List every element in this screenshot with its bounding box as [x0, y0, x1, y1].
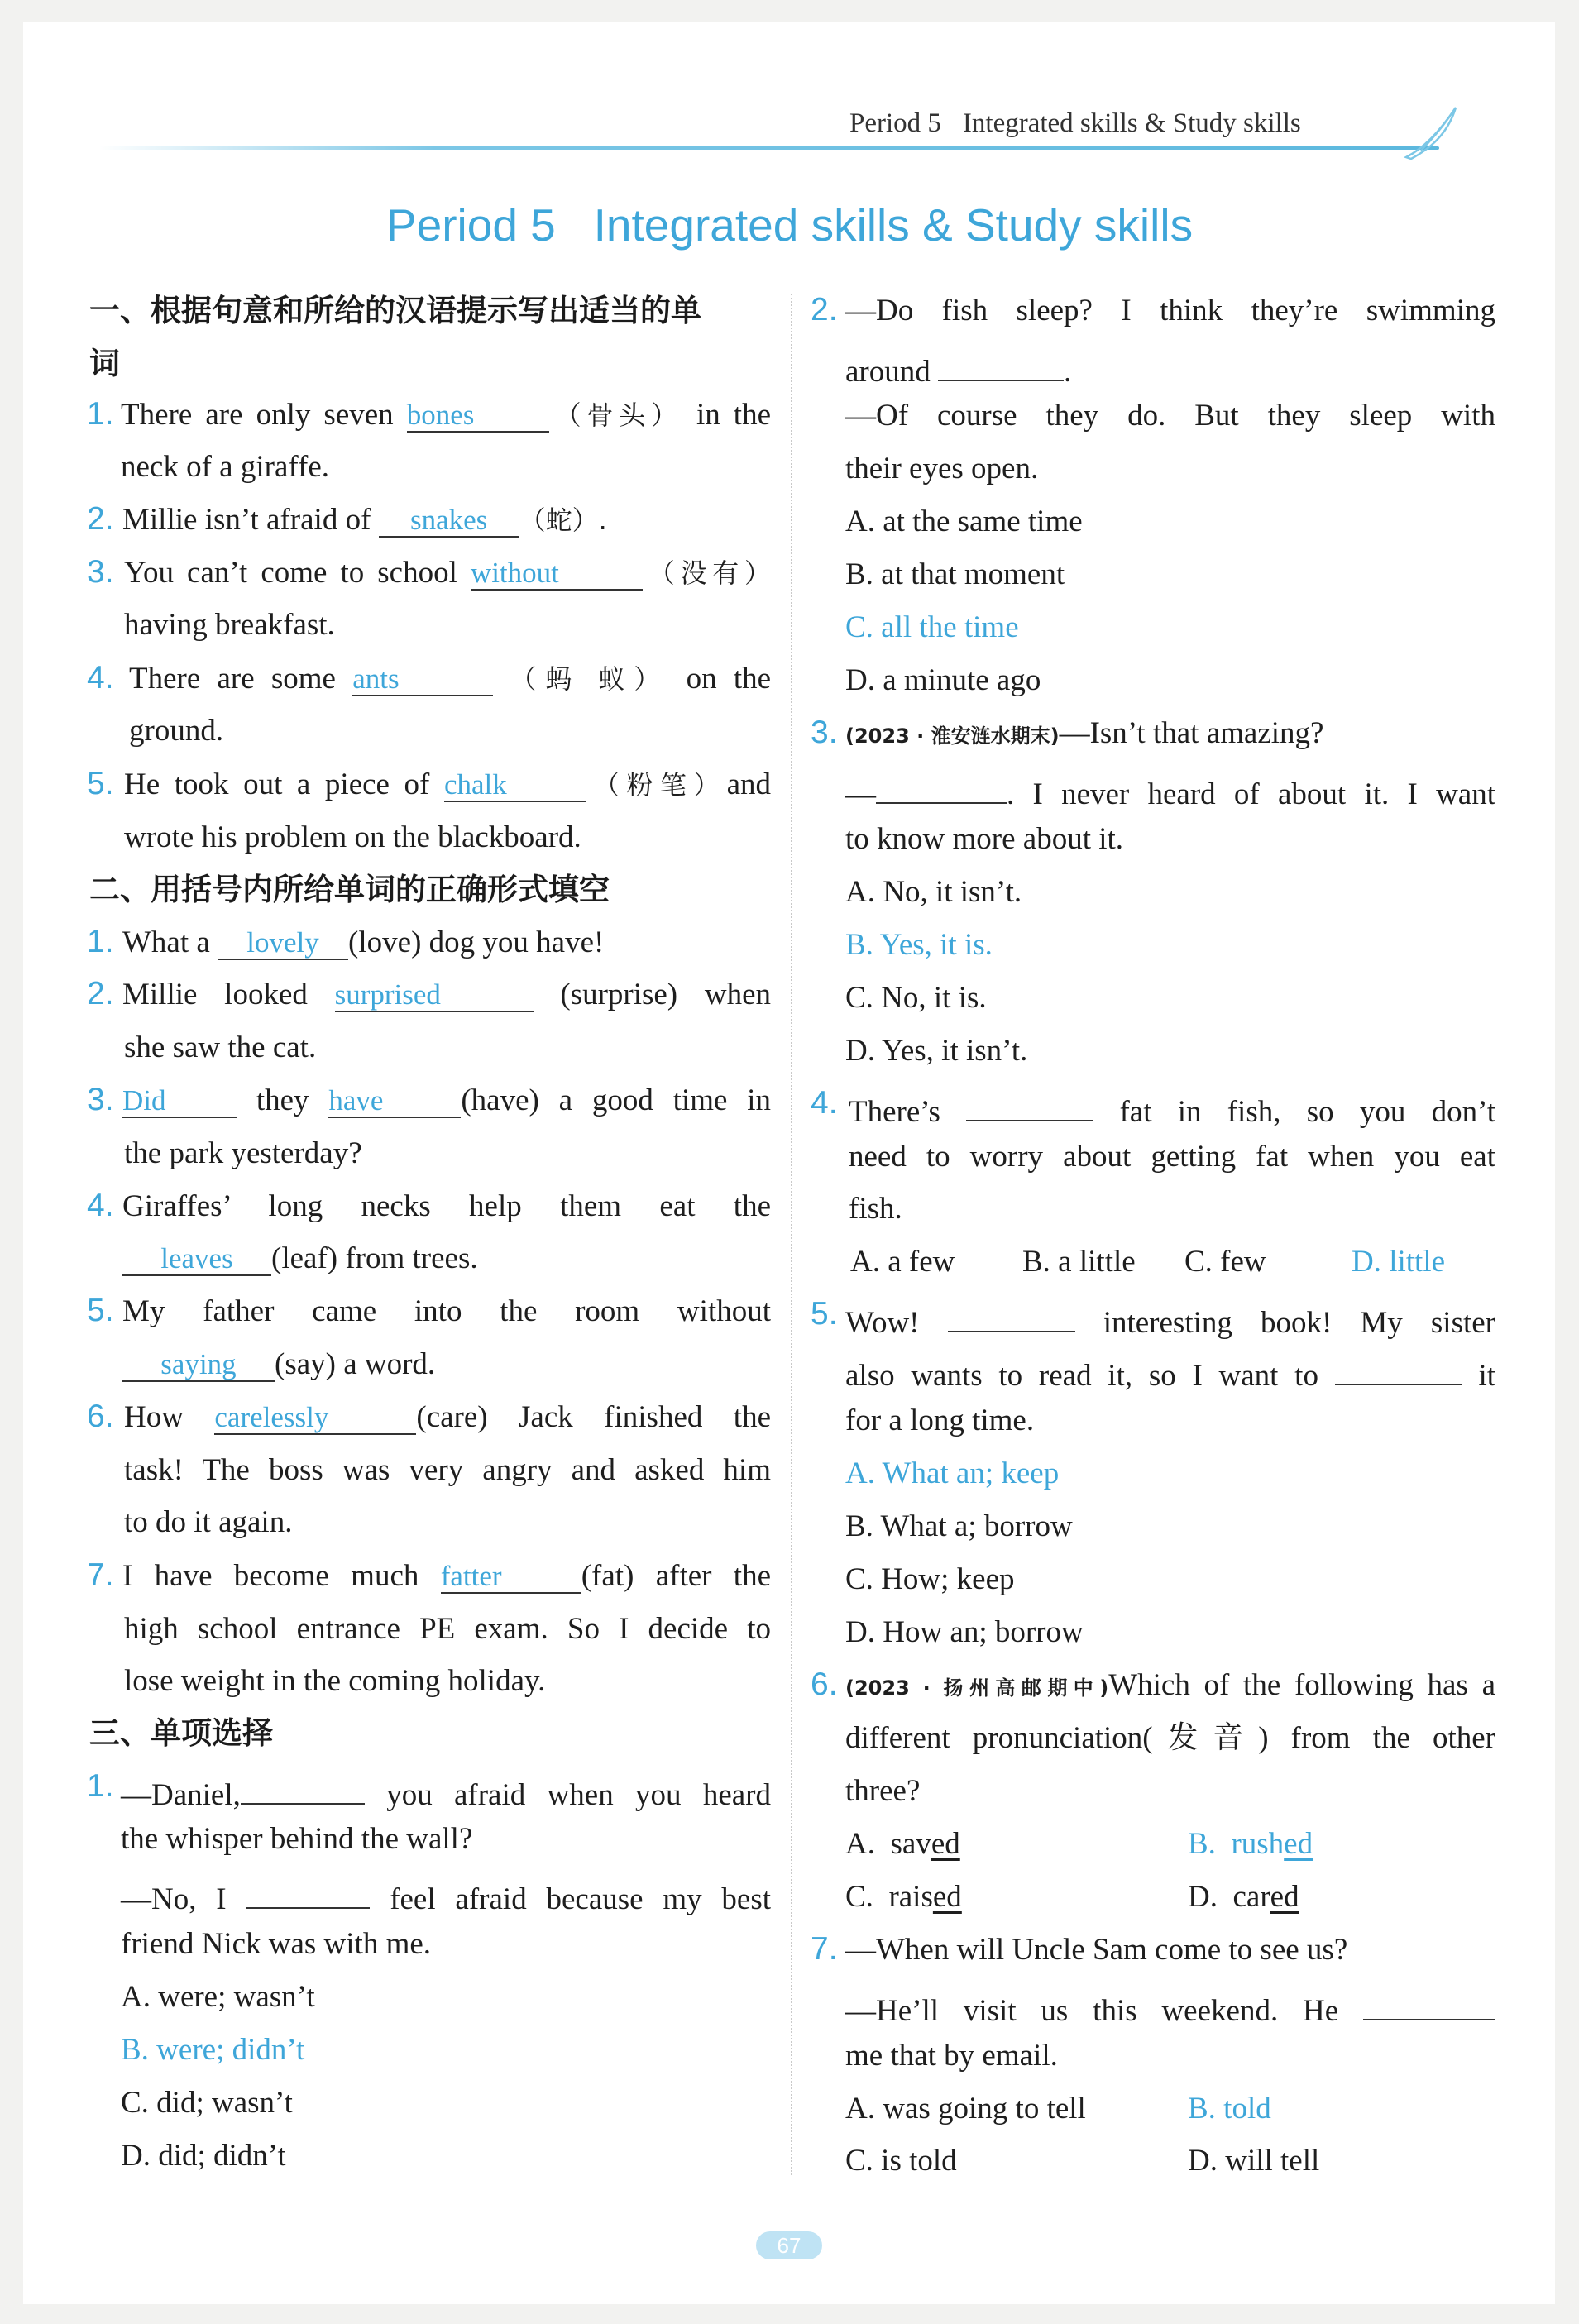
s1-q1-blank[interactable]	[407, 399, 549, 433]
s3-q2-line1: —Do fish sleep? I think they’re swimming	[845, 294, 1495, 328]
s1-q1-text: There are only seven	[121, 398, 394, 432]
s2-q7-text-end: (fat) after the	[581, 1559, 771, 1593]
s2-q2-answer: surprised	[334, 978, 441, 1011]
s3-q5-text-end: interesting book! My sister	[1103, 1306, 1495, 1340]
s3-q7-line3: me that by email.	[845, 2039, 1058, 2073]
running-header	[849, 108, 1301, 139]
s1-q3-line2: having breakfast.	[124, 608, 335, 642]
s3-q1-reply: —No, I	[121, 1882, 227, 1916]
s1-q2-text: Millie isn’t afraid of	[122, 503, 371, 537]
s3-q1-option-c[interactable]: C. did; wasn’t	[121, 2086, 293, 2120]
s3-q6-option-a-ending: ed	[931, 1827, 960, 1861]
s1-q2-blank[interactable]	[379, 504, 519, 538]
s3-q6-option-d-ending: ed	[1270, 1880, 1299, 1914]
s1-q2-line1	[122, 504, 607, 538]
s3-q5-blank2[interactable]	[1335, 1352, 1462, 1385]
s3-q5-text2-end: it	[1478, 1359, 1495, 1393]
s2-q1-text-end: (love) dog you have!	[348, 925, 605, 959]
s3-q4-number: 4.	[811, 1085, 838, 1121]
s3-q6-option-b-label: B.	[1188, 1827, 1216, 1861]
s2-q6-line2: task! The boss was very angry and asked him	[124, 1453, 771, 1487]
s1-q4-text: There are some	[129, 662, 336, 696]
s3-q4-text-end: fat in fish, so you don’t	[1119, 1095, 1496, 1129]
s3-q4-line2: need to worry about getting fat when you eat	[849, 1140, 1495, 1174]
column-divider	[791, 294, 792, 2175]
s3-q4-option-d[interactable]: D. little	[1352, 1245, 1446, 1279]
s1-q3-number: 3.	[87, 554, 114, 590]
s3-q7-line2	[845, 1987, 1495, 2026]
s3-q7-option-c[interactable]: C. is told	[845, 2144, 957, 2178]
s1-q5-blank[interactable]	[444, 769, 586, 802]
s3-q3-number: 3.	[811, 715, 838, 750]
s3-q3-line2	[845, 771, 1495, 810]
s3-q4-line1	[849, 1088, 1495, 1127]
s3-q3-blank[interactable]	[876, 771, 1007, 804]
s1-q2-number: 2.	[87, 501, 114, 537]
s1-q4-line1	[129, 663, 771, 696]
s2-q7-blank[interactable]	[441, 1561, 581, 1594]
s3-q2-line2	[845, 348, 1071, 387]
s3-q2-blank[interactable]	[938, 348, 1064, 381]
s3-q3-line1	[845, 718, 1323, 748]
s1-q3-hint: （没有）	[642, 557, 771, 589]
s3-q5-text: Wow!	[845, 1306, 920, 1340]
s3-q7-number: 7.	[811, 1931, 838, 1967]
s3-q6-number: 6.	[811, 1666, 838, 1702]
s2-q3-number: 3.	[87, 1082, 114, 1117]
s2-q3-answer1: Did	[122, 1084, 166, 1117]
s3-q6-option-d-label: D.	[1188, 1880, 1218, 1914]
s1-q4-number: 4.	[87, 660, 114, 696]
s3-q7-text: —He’ll visit us this weekend. He	[845, 1994, 1339, 2028]
s3-q1-text-end: you afraid when you heard	[386, 1778, 772, 1812]
s3-q3-option-a[interactable]: A. No, it isn’t.	[845, 875, 1022, 909]
s1-q3-answer: without	[470, 557, 559, 589]
s2-q3-line1	[122, 1085, 771, 1118]
s3-q6-option-c-stem: rais	[888, 1880, 933, 1914]
s3-q1-line2: the whisper behind the wall?	[121, 1822, 473, 1856]
s3-q6-option-c-ending: ed	[932, 1880, 962, 1914]
s3-q6-text: Which of the following has a	[1108, 1668, 1495, 1702]
s3-q2-option-a[interactable]: A. at the same time	[845, 504, 1083, 538]
s3-q6-option-d[interactable]	[1188, 1882, 1299, 1912]
s1-q1-text-end: in the	[696, 398, 771, 432]
s3-q4-blank[interactable]	[966, 1088, 1093, 1121]
s3-q4-line3: fish.	[849, 1192, 902, 1226]
s1-q5-text-end: and	[726, 767, 771, 801]
s2-q6-text-end: (care) Jack finished the	[416, 1400, 771, 1434]
s3-q6-option-a-stem: sav	[890, 1827, 931, 1861]
s3-q1-blank1[interactable]	[241, 1772, 365, 1805]
s2-q4-line1: Giraffes’ long necks help them eat the	[122, 1189, 771, 1223]
s2-q5-line2	[122, 1349, 435, 1382]
s2-q6-number: 6.	[87, 1399, 114, 1434]
section2-heading: 二、用括号内所给单词的正确形式填空	[89, 872, 610, 907]
s2-q6-line3: to do it again.	[124, 1505, 293, 1539]
s1-q4-hint: （蚂 蚁）	[510, 663, 670, 695]
s3-q1-line3	[121, 1876, 771, 1915]
s3-q5-line1	[845, 1299, 1495, 1338]
s1-q1-line2: neck of a giraffe.	[121, 450, 330, 484]
s3-q1-reply-end: feel afraid because my best	[390, 1882, 772, 1916]
s3-q4-option-a[interactable]: A. a few	[850, 1245, 955, 1279]
s1-q1-answer: bones	[406, 399, 475, 431]
s3-q5-blank1[interactable]	[948, 1299, 1075, 1332]
s3-q4-option-b[interactable]: B. a little	[1022, 1245, 1136, 1279]
running-period: Period 5	[849, 108, 941, 138]
s2-q6-text: How	[124, 1400, 184, 1434]
s3-q2-option-b[interactable]: B. at that moment	[845, 557, 1065, 591]
s3-q2-text: around	[845, 355, 931, 389]
s3-q5-option-b[interactable]: B. What a; borrow	[845, 1509, 1073, 1543]
s3-q5-line3: for a long time.	[845, 1403, 1035, 1437]
s3-q6-option-c-label: C.	[845, 1880, 873, 1914]
s3-q6-line1	[845, 1670, 1495, 1700]
s3-q6-line2: different pronunciation(发音) from the other	[845, 1721, 1495, 1755]
s2-q1-answer: lovely	[246, 926, 319, 959]
s3-q5-text2: also wants to read it, so I want to	[845, 1359, 1318, 1393]
s1-q2-hint: （蛇）.	[519, 504, 607, 536]
s2-q4-blank[interactable]	[122, 1243, 271, 1276]
s1-q5-hint: （粉笔）	[586, 769, 727, 801]
section1-heading-line1: 一、根据句意和所给的汉语提示写出适当的单	[89, 293, 701, 328]
s1-q1-hint: （骨头）	[548, 399, 683, 431]
s3-q6-option-a[interactable]	[845, 1829, 960, 1859]
s1-q3-blank[interactable]	[471, 557, 643, 591]
s2-q7-number: 7.	[87, 1557, 114, 1593]
feather-icon	[1398, 99, 1472, 165]
s3-q4-option-c[interactable]: C. few	[1184, 1245, 1266, 1279]
s3-q1-blank2[interactable]	[246, 1876, 370, 1909]
s3-q2-line4: their eyes open.	[845, 452, 1039, 485]
s2-q5-text-end: (say) a word.	[275, 1347, 436, 1381]
section1-heading-line2: 词	[89, 346, 120, 381]
s3-q7-option-b[interactable]: B. told	[1188, 2092, 1271, 2126]
s2-q2-number: 2.	[87, 976, 114, 1011]
s2-q5-number: 5.	[87, 1293, 114, 1328]
s2-q7-line1	[122, 1561, 771, 1594]
s2-q5-answer: saying	[160, 1348, 237, 1380]
s2-q1-number: 1.	[87, 924, 114, 959]
s1-q1-number: 1.	[87, 396, 114, 432]
s3-q1-number: 1.	[87, 1768, 114, 1804]
s3-q2-number: 2.	[811, 292, 838, 328]
s1-q5-line2: wrote his problem on the blackboard.	[124, 820, 581, 854]
s2-q4-number: 4.	[87, 1188, 114, 1223]
s2-q2-text-end: (surprise) when	[560, 978, 771, 1011]
header-rule	[99, 146, 1439, 150]
s2-q2-line1	[122, 979, 771, 1012]
s3-q6-option-d-stem: car	[1232, 1880, 1270, 1914]
s3-q3-option-c[interactable]: C. No, it is.	[845, 981, 987, 1015]
s1-q3-text: You can’t come to school	[124, 556, 457, 590]
section3-heading: 三、单项选择	[89, 1715, 273, 1751]
s3-q2-period: .	[1064, 355, 1072, 389]
s1-q5-number: 5.	[87, 766, 114, 801]
s3-q6-option-b-stem: rush	[1231, 1827, 1285, 1861]
s3-q2-option-c[interactable]: C. all the time	[845, 610, 1019, 644]
s2-q6-line1	[124, 1402, 771, 1435]
s3-q4-text: There’s	[849, 1095, 940, 1129]
s3-q3-text: —Isn’t that amazing?	[1059, 716, 1324, 750]
s1-q4-answer: ants	[352, 662, 400, 695]
page-title: Period 5 Integrated skills & Study skills	[385, 199, 1194, 251]
running-title: Integrated skills & Study skills	[962, 108, 1301, 138]
s2-q2-text: Millie looked	[122, 978, 308, 1011]
s3-q7-blank[interactable]	[1363, 1987, 1495, 2020]
s2-q7-line3: lose weight in the coming holiday.	[124, 1664, 546, 1698]
s2-q6-answer: carelessly	[214, 1401, 329, 1433]
s2-q3-blank2[interactable]	[328, 1085, 461, 1118]
s3-q3-line3: to know more about it.	[845, 822, 1124, 856]
s3-q7-option-a[interactable]: A. was going to tell	[845, 2092, 1086, 2126]
s2-q7-line2: high school entrance PE exam. So I decide to	[124, 1612, 771, 1646]
s1-q4-blank[interactable]	[352, 663, 493, 696]
s3-q6-option-c[interactable]	[845, 1882, 962, 1912]
s3-q1-text: —Daniel,	[121, 1778, 241, 1812]
s3-q5-option-c[interactable]: C. How; keep	[845, 1562, 1015, 1596]
s3-q5-option-d[interactable]: D. How an; borrow	[845, 1615, 1084, 1649]
s2-q4-text-end: (leaf) from trees.	[271, 1241, 478, 1275]
s3-q5-line2	[845, 1352, 1495, 1391]
s2-q3-text: they	[256, 1083, 309, 1117]
s1-q5-line1	[124, 769, 771, 802]
s2-q3-text-end: (have) a good time in	[461, 1083, 772, 1117]
s3-q1-option-d[interactable]: D. did; didn’t	[121, 2139, 286, 2173]
page-number-badge: 67	[756, 2231, 822, 2259]
s3-q2-option-d[interactable]: D. a minute ago	[845, 663, 1041, 697]
s2-q2-line2: she saw the cat.	[124, 1030, 317, 1064]
s2-q3-line2: the park yesterday?	[124, 1136, 362, 1170]
s3-q1-option-b[interactable]: B. were; didn’t	[121, 2033, 305, 2067]
s1-q4-text-end: on the	[686, 662, 772, 696]
s1-q5-answer: chalk	[443, 768, 507, 801]
s2-q1-blank[interactable]	[218, 927, 348, 960]
s2-q3-answer2: have	[328, 1084, 384, 1117]
s3-q1-line1	[121, 1772, 771, 1810]
s3-q3-dash: —	[845, 777, 876, 811]
s2-q7-text: I have become much	[122, 1559, 419, 1593]
s3-q1-option-a[interactable]: A. were; wasn’t	[121, 1980, 315, 2014]
s2-q2-blank[interactable]	[335, 979, 534, 1012]
s2-q5-blank[interactable]	[122, 1349, 275, 1382]
s2-q3-blank1[interactable]	[122, 1085, 237, 1118]
s3-q3-option-d[interactable]: D. Yes, it isn’t.	[845, 1034, 1028, 1068]
s3-q7-line1: —When will Uncle Sam come to see us?	[845, 1933, 1348, 1967]
s3-q1-line4: friend Nick was with me.	[121, 1927, 432, 1961]
s2-q7-answer: fatter	[440, 1560, 502, 1592]
s3-q6-option-b[interactable]	[1188, 1829, 1313, 1859]
s3-q6-line3: three?	[845, 1774, 921, 1808]
s1-q1-line1	[121, 399, 771, 433]
s3-q5-option-a[interactable]: A. What an; keep	[845, 1456, 1060, 1490]
s3-q6-source: (2023 · 扬州高邮期中)	[845, 1676, 1109, 1700]
s3-q5-number: 5.	[811, 1296, 838, 1332]
s3-q3-option-b[interactable]: B. Yes, it is.	[845, 928, 993, 962]
s3-q3-source: (2023 · 淮安涟水期末)	[845, 724, 1060, 748]
s2-q1-line1	[122, 927, 604, 960]
s3-q7-option-d[interactable]: D. will tell	[1188, 2144, 1320, 2178]
s1-q4-line2: ground.	[129, 714, 224, 748]
s2-q4-answer: leaves	[160, 1242, 233, 1274]
s3-q6-option-a-label: A.	[845, 1827, 875, 1861]
s2-q1-text: What a	[122, 925, 210, 959]
s2-q6-blank[interactable]	[214, 1402, 416, 1435]
s2-q4-line2	[122, 1243, 478, 1276]
s2-q5-line1: My father came into the room without	[122, 1294, 771, 1328]
s1-q2-answer: snakes	[409, 504, 488, 536]
s1-q3-line1	[124, 557, 771, 591]
s3-q3-text-end: . I never heard of about it. I want	[1007, 777, 1495, 811]
s3-q6-option-b-ending: ed	[1284, 1827, 1313, 1861]
s1-q5-text: He took out a piece of	[124, 767, 430, 801]
s3-q2-line3: —Of course they do. But they sleep with	[845, 399, 1495, 433]
